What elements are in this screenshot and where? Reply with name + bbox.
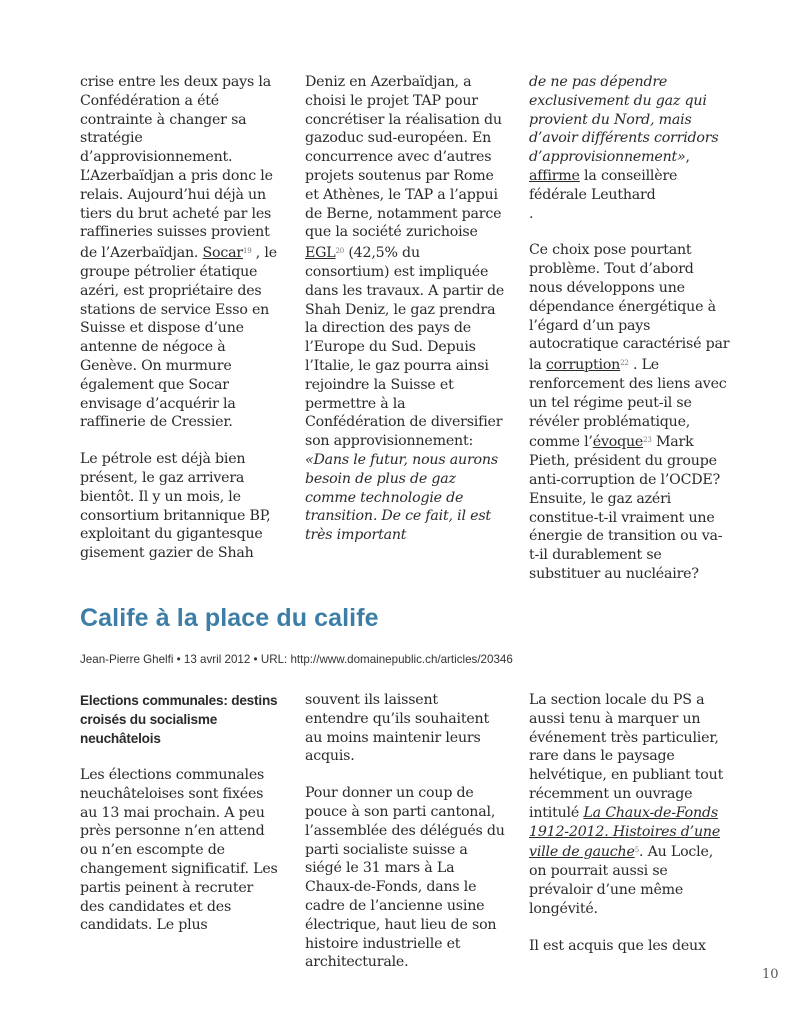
link-egl[interactable]: EGL [305, 245, 336, 262]
column-2-article [305, 691, 505, 990]
paragraph: La section locale du PS a aussi tenu à marquer un événement très particulier, rare dans le paysage helvétique, en publiant tout récemment un ouvrage intitulé La Chaux-de-Fonds 1912-2012. Histoires d’une ville de gauche$^5$. Au Locle, on pourrait aussi se prévaloir d’une même longévité. [529, 692, 724, 917]
column-1-article [80, 691, 280, 953]
paragraph: Ce choix pose pourtant problème. Tout d’abord nous développons une dépendance énergétique à l’égard d’un pays autocratique caractérisé par la corruption$^{22}$ . Le renforcement des liens avec un tel régime peut-il se révéler problématique, comme l’évoque$^{23}$ Mark Pieth, président du groupe anti-corruption de l’OCDE? Ensuite, le gaz azéri constitue-t-il vraiment une énergie de transition ou va-t-il durablement se substituer au nucléaire? [529, 242, 730, 582]
footnote-ref[interactable]: 23 [643, 436, 652, 445]
column-2-top [305, 73, 505, 563]
paragraph: Deniz en Azerbaïdjan, a choisi le projet TAP pour concrétiser la réalisation du gazoduc sud-européen. En concurrence avec d’autres projets soutenus par Rome et Athènes, le TAP a l’appui de Berne, notamment parce que la société zurichoise EGL$^{20}$ (42,5% du consortium) est impliquée dans les travaux. A partir de Shah Deniz, le gaz prendra la direction des pays de l’Europe du Sud. Depuis l’Italie, le gaz pourra ainsi rejoindre la Suisse et permettre à la Confédération de diversifier son approvisionnement: «Dans le futur, nous aurons besoin de plus de gaz comme technologie de transition. De ce fait, il est très important [305, 74, 505, 544]
link-socar[interactable]: Socar [202, 245, 243, 262]
article-byline: Jean-Pierre Ghelfi • 13 avril 2012 • URL: http://www.domainepublic.ch/articles/20346 [80, 653, 513, 666]
paragraph: Il est acquis que les deux [529, 937, 706, 954]
quote: «Dans le futur, nous aurons besoin de plus de gaz comme technologie de transition. De ce fait, il est très important [305, 451, 498, 544]
footnote-ref[interactable]: 5 [634, 846, 639, 855]
paragraph: Le pétrole est déjà bien présent, le gaz arrivera bientôt. Il y un mois, le consortium britannique BP, exploitant du gigantesque gisement gazier de Shah [80, 451, 271, 562]
footnote-ref[interactable]: 19 [242, 247, 252, 256]
paragraph: Les élections communales neuchâteloises sont fixées au 13 mai prochain. A peu près personne n’en attend ou n’en escompte de changement significatif. Les partis peinent à recruter des candidates et des candidats. Le plus [80, 767, 278, 934]
column-3-top [529, 73, 731, 602]
link-affirme[interactable]: affirme [529, 167, 580, 184]
link-evoque[interactable]: évoque [592, 434, 644, 451]
page-number: 10 [762, 967, 779, 982]
footnote-ref[interactable]: 20 [335, 247, 345, 256]
quote-continuation: de ne pas dépendre exclusivement du gaz qui provient du Nord, mais d’avoir différents corridors d’approvisionnement» [529, 74, 719, 166]
article-subheading: Elections communales: destins croisés du socialisme neuchâtelois [80, 693, 278, 746]
paragraph: Pour donner un coup de pouce à son parti cantonal, l’assemblée des délégués du parti socialiste suisse a siégé le 31 mars à La Chaux-de-Fonds, dans le cadre de l’ancienne usine électrique, haut lieu de son histoire industrielle et architecturale. [305, 785, 505, 971]
link-corruption[interactable]: corruption [545, 357, 621, 374]
column-3-article [529, 691, 729, 973]
footnote-ref[interactable]: 22 [620, 359, 629, 368]
article-title: Calife à la place du calife [80, 604, 379, 632]
paragraph: souvent ils laissent entendre qu’ils souhaitent au moins maintenir leurs acquis. [305, 692, 489, 765]
paragraph: de ne pas dépendre exclusivement du gaz qui provient du Nord, mais d’avoir différents corridors d’approvisionnement», affirme la conseillère fédérale Leuthard . [529, 74, 719, 222]
paragraph: crise entre les deux pays la Confédération a été contrainte à changer sa stratégie d’approvisionnement. L’Azerbaïdjan a pris donc le relais. Aujourd’hui déjà un tiers du brut acheté par les raffineries suisses provient de l’Azerbaïdjan. Socar$^{19}$ , le groupe pétrolier étatique azéri, est propriétaire des stations de service Esso en Suisse et dispose d’une antenne de négoce à Genève. On murmure également que Socar envisage d’acquérir la raffinerie de Cressier. [80, 74, 277, 431]
column-1-top [80, 73, 280, 581]
link-book[interactable]: La Chaux-de-Fonds 1912-2012. Histoires d’une ville de gauche [529, 804, 721, 861]
